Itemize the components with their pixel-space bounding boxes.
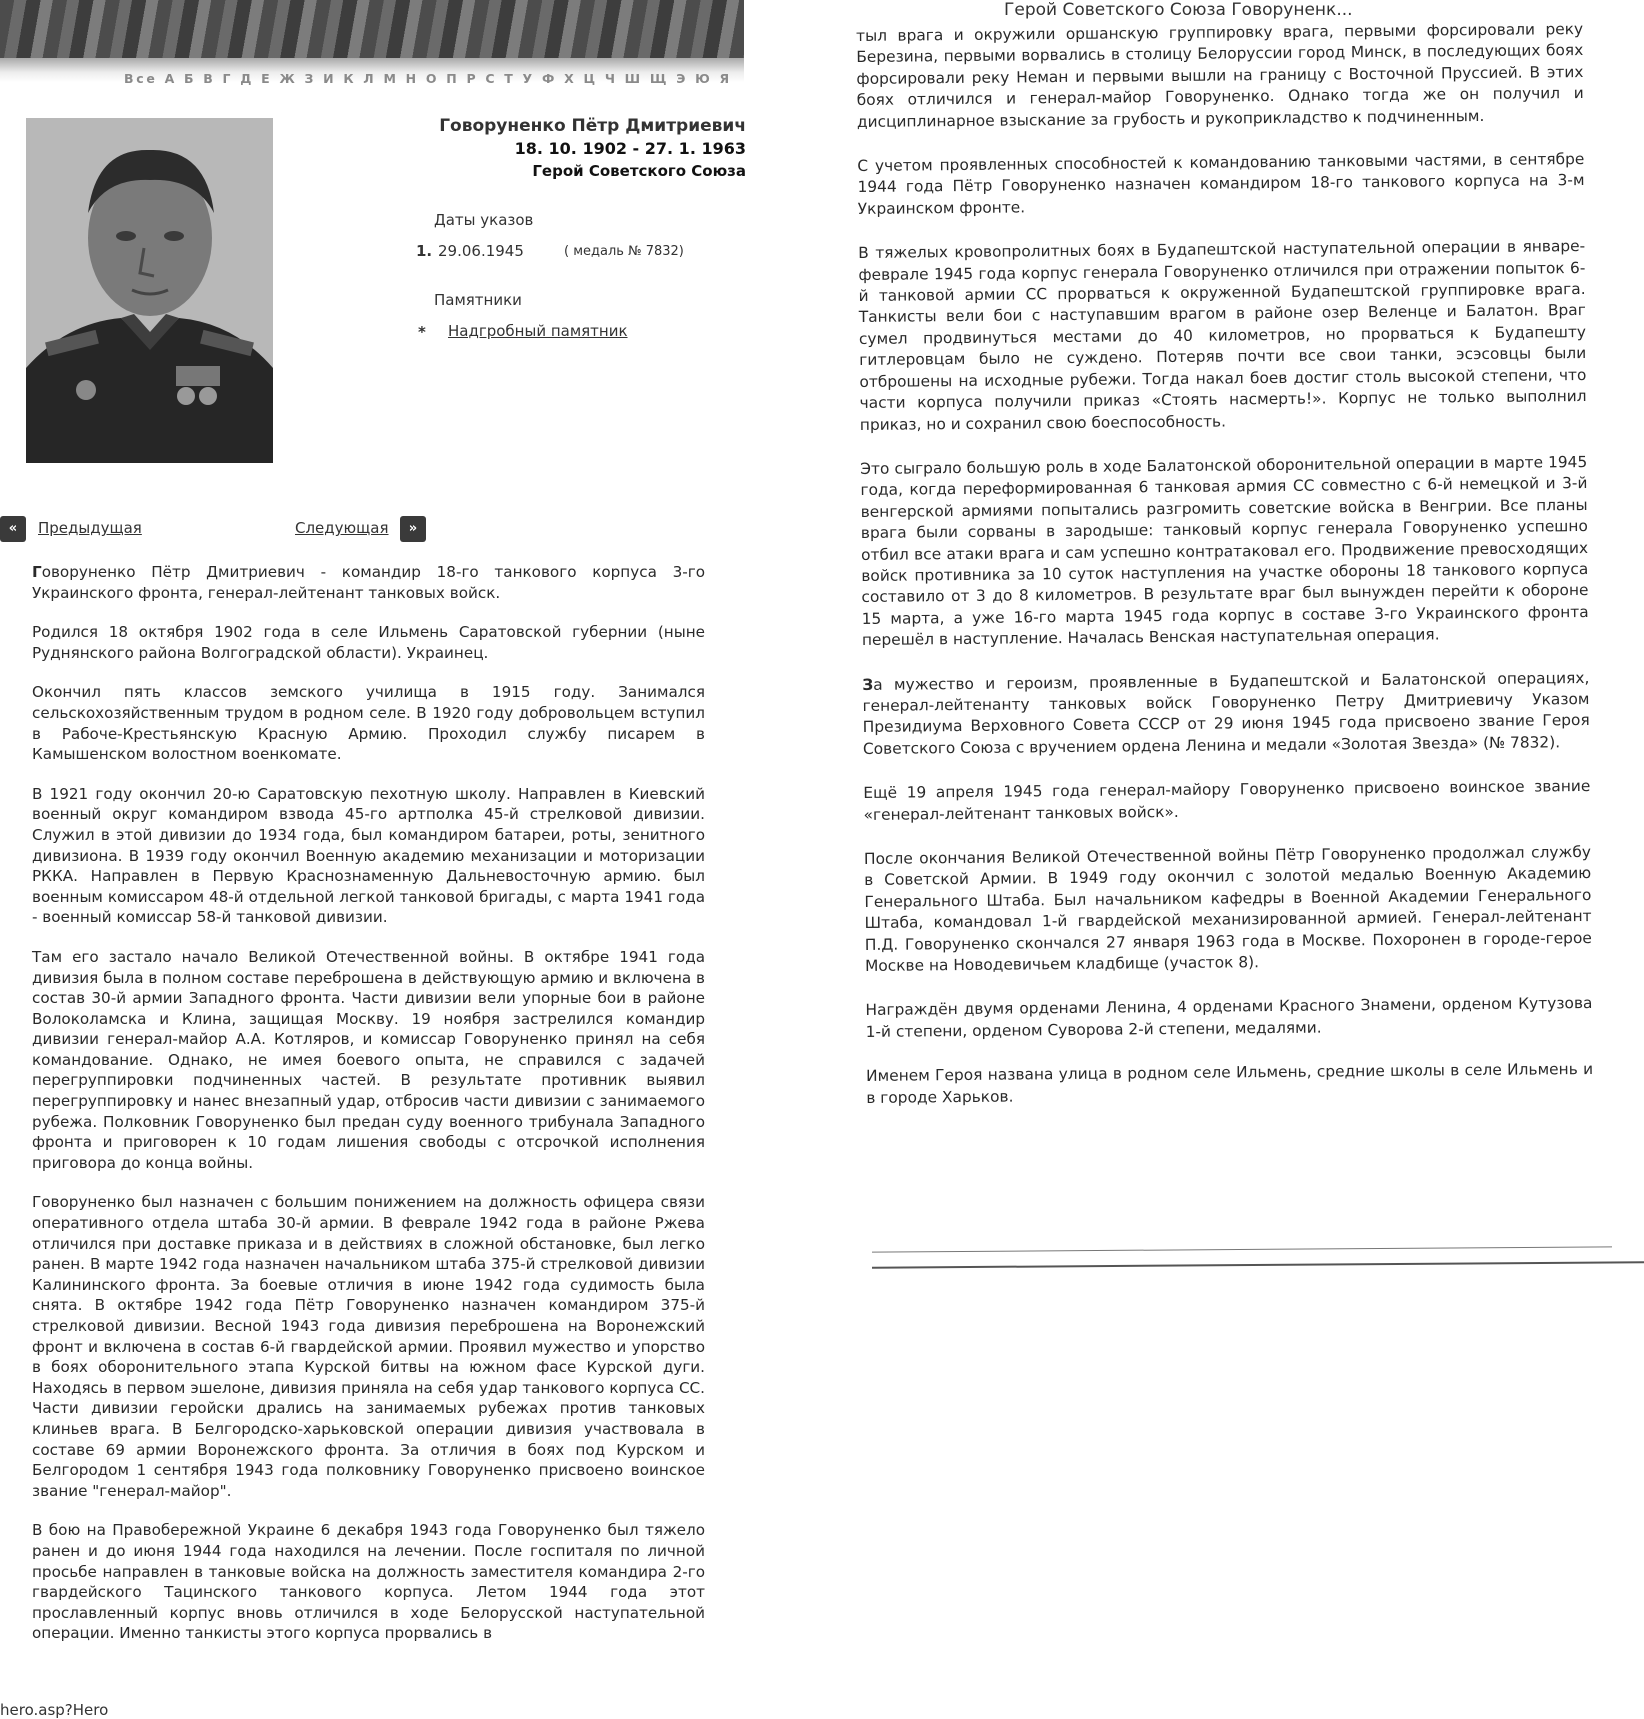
- divider-line: [872, 1246, 1612, 1252]
- footer-url: hero.asp?Hero: [0, 1701, 109, 1719]
- bio-paragraph: [865, 993, 1592, 1043]
- bio-paragraph: [866, 1059, 1593, 1109]
- portrait-image: [26, 118, 273, 463]
- bio-paragraph: [32, 1192, 705, 1501]
- bio-paragraph: [860, 452, 1589, 652]
- bio-paragraph: [32, 682, 705, 764]
- decrees-heading: Даты указов: [434, 211, 534, 229]
- bio-paragraph: [856, 19, 1584, 133]
- biography-left-column: [32, 562, 705, 1663]
- paragraph-text: В тяжелых кровопролитных боях в Будапештской наступательной операции в январе-феврале 1945 года корпус генерала Говоруненко отличился при отражении попыток 6-й танковой армии СС прорваться к окруженной Будапештской группировке врага. Танкисты вели бои с наступавшим врагом в районе озер Веленце и Балатон. Враг сумел продвинуться местами до 40 километров, но прорваться к Будапешту гитлеровцам было не суждено. Потеряв почти все свои танки, эсэсовцы были отброшены на исходные рубежи. Тогда накал боев достиг столь высокой степени, что части корпуса получили приказ «Стоять насмерть!». Корпус не только выполнил приказ, но и сохранил свою боеспособность.: [858, 237, 1587, 434]
- paragraph-text: тыл врага и окружили оршанскую группировку врага, первыми форсировали реку Березина, первыми ворвались в столицу Белоруссии город Минск, в последующих боях форсировали реку Неман и первыми вышли на границу с Восточной Пруссией. В этих боях отличился и генерал-майор Говоруненко. Однако тогда же он получил и дисциплинарное взыскание за грубость и рукоприкладство к подчиненным.: [856, 20, 1584, 131]
- hero-name: Говоруненко Пётр Дмитриевич: [439, 116, 746, 136]
- prev-arrow-icon[interactable]: «: [0, 516, 26, 542]
- paragraph-text: Награждён двумя орденами Ленина, 4 орденами Красного Знамени, орденом Кутузова 1-й степени, орденом Суворова 2-й степени, медалями.: [865, 994, 1593, 1041]
- decree-number: 1.: [416, 242, 433, 260]
- paragraph-text: оворуненко Пётр Дмитриевич - командир 18-го танкового корпуса 3-го Украинского фронта, генерал-лейтенант танковых войск.: [32, 563, 705, 602]
- bio-paragraph: [862, 668, 1590, 761]
- bio-paragraph: [863, 776, 1590, 826]
- hero-title: Герой Советского Союза: [532, 162, 746, 180]
- biography-right-column: [856, 19, 1594, 1132]
- paragraph-text: а мужество и героизм, проявленные в Будапештской и Балатонской операциях, генерал-лейтенанту танковых войск Говоруненко Петру Дмитриевичу Указом Президиума Верховного Совета СССР от 29 июня 1945 года присвоено звание Героя Советского Союза с вручением ордена Ленина и медали «Золотая Звезда» (№ 7832).: [862, 668, 1590, 758]
- bio-paragraph: [858, 236, 1587, 436]
- paragraph-text: Родился 18 октября 1902 года в селе Ильмень Саратовской губернии (ныне Руднянского района Волгоградской области). Украинец.: [32, 623, 705, 662]
- portrait-photo: [26, 118, 273, 463]
- bio-paragraph: [32, 947, 705, 1174]
- paragraph-lead-letter: З: [862, 675, 874, 694]
- paragraph-text: Говоруненко был назначен с большим понижением на должность офицера связи оперативного отдела штаба 30-й армии. В феврале 1942 года в районе Ржева отличился при доставке приказа и в действиях в сложной обстановке, был легко ранен. В марте 1942 года назначен начальником штаба 375-й стрелковой дивизии Калининского фронта. За боевые отличия в июне 1942 года судимость была снята. В октябре 1942 года Пётр Говоруненко назначен командиром 375-й стрелковой дивизии. Весной 1943 года дивизия переброшена на Воронежский фронт и включена в состав 6-й гвардейской армии. Проявил мужество и упорство в боях оборонительного этапа Курской битвы на южном фасе Курской дуги. Находясь в первом эшелоне, дивизия приняла на себя удар танкового корпуса СС. Части дивизии геройски дрались на занимаемых рубежах против танковых клиньев врага. В Белгородско-харьковской операции дивизия участвовала в составе 69 армии Воронежского фронта. За отличия в боях под Курском и Белгородом 1 сентября 1943 года полковнику Говоруненко присвоено воинское звание "генерал-майор".: [32, 1193, 705, 1500]
- bio-paragraph: [32, 622, 705, 663]
- paragraph-text: Это сыграло большую роль в ходе Балатонской оборонительной операции в марте 1945 года, когда переформированная 6 танковая армия СС совместно с 6-й немецкой и 3-й венгерской армиями попытались разгромить советские войска в Венгрии. Все планы врага были сорваны в зародыше: танковый корпус генерала Говоруненко успешно отбил все атаки врага и сам успешно контратаковал его. Продвижение превосходящих войск противника за 10 суток наступления на участке обороны 18 танкового корпуса составило от 3 до 8 километров. В результате враг был вынужден перейти к обороне 15 марта, а уже 16-го марта 1945 года корпус в составе 3-го Украинского фронта перешёл в наступление. Началась Венская наступательная операция.: [860, 452, 1589, 650]
- paragraph-text: Там его застало начало Великой Отечественной войны. В октябре 1941 года дивизия была в полном составе переброшена в действующую армию и включена в состав 30-й армии Западного фронта. Части дивизии вели упорные бои в районе Волоколамска и Клина, защищая Москву. 19 ноября застрелился командир дивизии генерал-майор А.А. Котляров, и комиссар Говоруненко принял на себя командование. Однако, не имея боевого опыта, не справился с задачей перегруппировки подчиненных частей. В результате противник выявил перегруппировку и нанес внезапный удар, отбросив части дивизии с занимаемого рубежа. Полковник Говоруненко был предан суду военного трибунала Западного фронта и приговорен к 10 годам лишения свободы с отсрочкой исполнения приговора до конца войны.: [32, 947, 705, 1172]
- decree-date: 29.06.1945: [438, 242, 524, 260]
- paragraph-text: В бою на Правобережной Украине 6 декабря 1943 года Говоруненко был тяжело ранен и до июня 1944 года находился на лечении. После госпиталя по личной просьбе направлен в танковые войска на должность заместителя командира 2-го гвардейского Тацинского танкового корпуса. Летом 1944 года этот прославленный корпус вновь отличился в ходе Белорусской наступательной операции. Именно танкисты этого корпуса прорвались в: [32, 1521, 705, 1643]
- paragraph-text: Именем Героя названа улица в родном селе Ильмень, средние школы в селе Ильмень и в городе Харьков.: [865, 1060, 1594, 1107]
- hero-header: [430, 114, 746, 182]
- decree-medal-note: ( медаль № 7832): [564, 244, 684, 259]
- paragraph-text: В 1921 году окончил 20-ю Саратовскую пехотную школу. Направлен в Киевский военный округ командиром взвода 45-го артполка 45-й стрелковой дивизии. Служил в этой дивизии до 1934 года, был командиром батареи, роты, зенитного дивизиона. В 1939 году окончил Военную академию механизации и моторизации РККА. Направлен в Первую Краснознаменную Дальневосточную армию. был военным комиссаром 48-й отдельной легкой танковой бригады, с марта 1941 года - военный комиссар 58-й танковой дивизии.: [32, 784, 705, 927]
- bio-paragraph: [32, 1520, 705, 1644]
- site-banner: [0, 0, 744, 58]
- bio-paragraph: [857, 149, 1585, 220]
- monument-link[interactable]: Надгробный памятник: [448, 322, 628, 340]
- bio-paragraph: [864, 842, 1592, 977]
- hero-dates: 18. 10. 1902 - 27. 1. 1963: [514, 139, 746, 158]
- prev-link[interactable]: Предыдущая: [38, 519, 142, 537]
- monument-bullet: *: [418, 323, 426, 341]
- alphabet-nav[interactable]: Все А Б В Г Д Е Ж З И К Л М Н О П Р С Т У Ф Х Ц Ч Ш Щ Э Ю Я: [124, 71, 732, 86]
- paragraph-lead-letter: Г: [32, 563, 42, 581]
- page-header: Герой Советского Союза Говоруненк...: [1004, 0, 1353, 20]
- paragraph-text: С учетом проявленных способностей к командованию танковыми частями, в сентябре 1944 года Пётр Говоруненко назначен командиром 18-го танкового корпуса на 3-м Украинском фронте.: [857, 150, 1585, 218]
- monuments-heading: Памятники: [434, 291, 522, 309]
- bio-paragraph: [32, 784, 705, 928]
- paragraph-text: Окончил пять классов земского училища в 1915 году. Занимался сельскохозяйственным трудом в родном селе. В 1920 году добровольцем вступил в Рабоче-Крестьянскую Красную Армию. Проходил службу писарем в Камышенском волостном военкомате.: [32, 683, 705, 764]
- next-arrow-icon[interactable]: »: [400, 516, 426, 542]
- bio-paragraph: [32, 562, 705, 603]
- paragraph-text: Ещё 19 апреля 1945 года генерал-майору Говоруненко присвоено воинское звание «генерал-лейтенант танковых войск».: [863, 777, 1591, 824]
- paragraph-text: После окончания Великой Отечественной войны Пётр Говоруненко продолжал службу в Советской Армии. В 1949 году окончил с золотой медалью Военную Академию Генерального Штаба. Был начальником кафедры в Военной Академии Генерального Штаба, командовал 1-й гвардейской механизированной армией. Генерал-лейтенант П.Д. Говоруненко скончался 27 января 1963 года в Москве. Похоронен в городе-герое Москве на Новодевичьем кладбище (участок 8).: [863, 842, 1592, 975]
- next-link[interactable]: Следующая: [295, 519, 389, 537]
- divider-line: [872, 1261, 1644, 1268]
